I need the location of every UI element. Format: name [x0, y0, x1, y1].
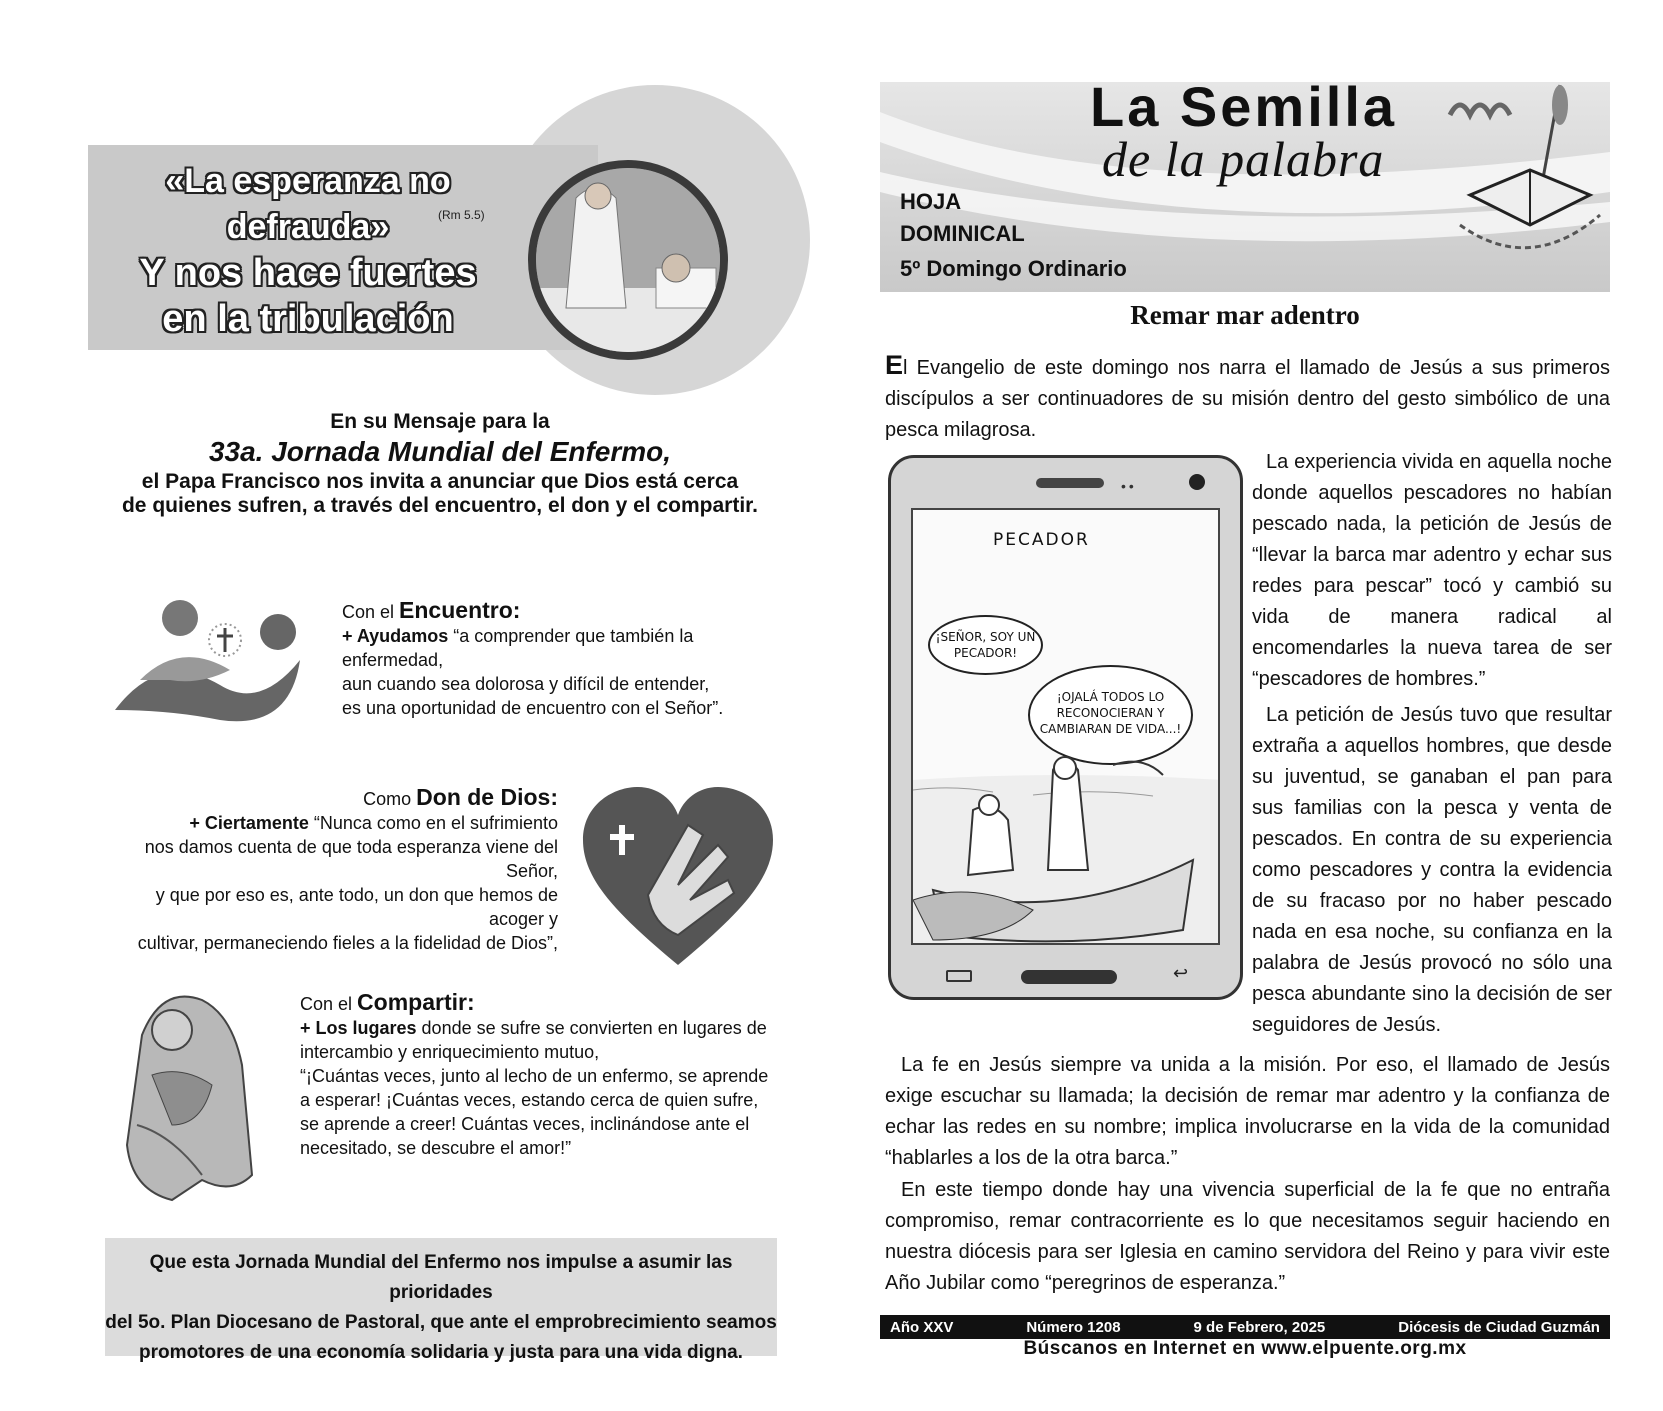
encuentro-icon	[100, 590, 310, 730]
banner-line-3: en la tribulación	[162, 298, 454, 340]
compartir-text-1: donde se sufre se convierten en lugares de	[416, 1018, 767, 1038]
compartir-lead: + Los lugares	[300, 1018, 417, 1038]
compartir-prefix: Con el	[300, 994, 358, 1014]
article-intro	[885, 350, 1610, 446]
phone-camera	[1189, 474, 1205, 490]
encuentro-heading: Encuentro:	[399, 597, 521, 623]
jesus-embrace-image	[112, 975, 262, 1205]
compartir-text-2: intercambio y enriquecimiento mutuo,	[300, 1042, 600, 1062]
footer-date: 9 de Febrero, 2025	[1193, 1318, 1326, 1336]
banner-line-2: Y nos hace fuertes	[139, 252, 477, 294]
article-paragraph-experiencia: La experiencia vivida en aquella noche donde aquellos pescadores no habían pescado nada, la petición de Jesús de “llevar la barca mar adentro y echar sus redes para pescar” tocó y cambió su vida de manera radical al encomendarles la nueva tarea de ser “pescadores de hombres.”	[1252, 451, 1612, 690]
encuentro-lead: + Ayudamos	[342, 626, 449, 646]
pope-photo	[528, 160, 728, 360]
footer-year: Año XXV	[890, 1318, 954, 1336]
section-encuentro	[342, 598, 782, 720]
closing-line-3: promotores de una economía solidaria y justa para una vida digna.	[139, 1342, 743, 1363]
phone-menu-button	[946, 970, 972, 982]
bible-wheat-logo	[1420, 75, 1620, 275]
footer-diocese: Diócesis de Ciudad Guzmán	[1398, 1318, 1600, 1336]
intro-text: l Evangelio de este domingo nos narra el llamado de Jesús a sus primeros discípulos a ser continuadores de su misión dentro del gesto simbólico de una pesca milagrosa.	[885, 357, 1610, 441]
masthead-title-1: La Semilla	[1090, 75, 1398, 138]
compartir-text-5: se aprende a creer! Cuántas veces, inclinándose ante el	[300, 1114, 750, 1134]
don-text-4: cultivar, permaneciendo fieles a la fidelidad de Dios”,	[137, 933, 558, 953]
intro-dropcap: E	[885, 350, 904, 380]
banner-line-1: «La esperanza no defrauda»	[165, 162, 451, 246]
don-text-3: y que por eso es, ante todo, un don que hemos de acoger y	[155, 885, 558, 929]
closing-line-2: del 5o. Plan Diocesano de Pastoral, que ante el emprobrecimiento seamos	[105, 1312, 777, 1333]
hoja-dominical-label	[900, 186, 1025, 250]
hoja-line-1: HOJA	[900, 189, 962, 214]
intro-line-3: el Papa Francisco nos invita a anunciar que Dios está cerca	[141, 470, 739, 493]
compartir-text-6: necesitado, se descubre el amor!”	[300, 1138, 572, 1158]
intro-message	[100, 410, 780, 518]
intro-line-4: de quienes sufren, a través del encuentro, el don y el compartir.	[121, 494, 759, 517]
don-text-1: “Nunca como en el sufrimiento	[308, 813, 558, 833]
phone-sensor-dots: ••	[1121, 478, 1137, 494]
pope-visiting-sick-image	[536, 168, 720, 352]
phone-screen	[911, 508, 1220, 945]
compartir-text-4: a esperar! ¡Cuántas veces, estando cerca de quien sufre,	[300, 1090, 759, 1110]
encuentro-text-3: es una oportunidad de encuentro con el Señor”.	[342, 698, 724, 718]
closing-line-1: Que esta Jornada Mundial del Enfermo nos impulse a asumir las prioridades	[149, 1252, 733, 1303]
compartir-heading: Compartir:	[357, 989, 475, 1015]
heart-hands-icon	[578, 785, 778, 970]
article-paragraph-peticion: La petición de Jesús tuvo que resultar extraña a aquellos hombres, que desde su juventud, se ganaban el pan para sus familias con la pesca y venta de pescados. En contra de su experiencia como pescadores y contra la evidencia de su fracaso por no haber pescado nada en esa noche, su confianza en la palabra de Jesús provocó no sólo una pesca abundante sino la decisión de ser seguidores de Jesús.	[1252, 704, 1612, 1036]
don-lead: + Ciertamente	[189, 813, 309, 833]
banner-title	[98, 158, 518, 342]
encuentro-prefix: Con el	[342, 602, 400, 622]
article-paragraph-fe: La fe en Jesús siempre va unida a la misión. Por eso, el llamado de Jesús exige escuchar su llamada; la decisión de remar mar adentro y la confianza de echar las redes en su nombre; implica involucrarse en la vida de la comunidad “hablarles a los de la otra barca.”	[885, 1054, 1610, 1169]
comic-title: PECADOR	[993, 530, 1090, 550]
phone-speaker	[1036, 478, 1104, 488]
closing-box	[105, 1238, 777, 1363]
comic-bubble-2: ¡OJALÁ TODOS LO RECONOCIERAN Y CAMBIARAN DE VIDA...!	[1028, 665, 1193, 765]
banner-reference: (Rm 5.5)	[438, 208, 485, 222]
footer-website: Búscanos en Internet en www.elpuente.org.mx	[1023, 1338, 1467, 1359]
hoja-line-2: DOMINICAL	[900, 221, 1025, 246]
phone-home-button	[1021, 970, 1117, 984]
domingo-label: 5º Domingo Ordinario	[900, 256, 1127, 281]
intro-line-2: 33a. Jornada Mundial del Enfermo,	[208, 436, 672, 467]
footer-number: Número 1208	[1026, 1318, 1121, 1336]
footer-bar	[880, 1315, 1610, 1339]
masthead-title-2: de la palabra	[1102, 131, 1385, 187]
fishing-boat-scene	[913, 750, 1220, 945]
don-heading: Don de Dios:	[416, 784, 558, 810]
phone-back-icon: ↩	[1173, 963, 1189, 983]
don-prefix: Como	[363, 789, 417, 809]
article-title: Remar mar adentro	[1130, 300, 1360, 330]
compartir-text-3: “¡Cuántas veces, junto al lecho de un enfermo, se aprende	[300, 1066, 769, 1086]
phone-comic	[888, 455, 1243, 1000]
article-paragraph-tiempo: En este tiempo donde hay una vivencia superficial de la fe que no entraña compromiso, remar contracorriente es lo que necesitamos seguir haciendo en nuestra diócesis para ser Iglesia en camino servidora del Reino y para vivir este Año Jubilar como “peregrinos de esperanza.”	[885, 1179, 1610, 1294]
section-compartir	[300, 990, 770, 1160]
encuentro-text-2: aun cuando sea dolorosa y difícil de entender,	[342, 674, 710, 694]
don-text-2: nos damos cuenta de que toda esperanza viene del Señor,	[144, 837, 558, 881]
intro-line-1: En su Mensaje para la	[330, 410, 550, 433]
section-don-de-dios	[100, 785, 558, 955]
comic-bubble-1: ¡SEÑOR, SOY UN PECADOR!	[928, 615, 1043, 675]
encuentro-text-1: “a comprender que también la enfermedad,	[342, 626, 694, 670]
